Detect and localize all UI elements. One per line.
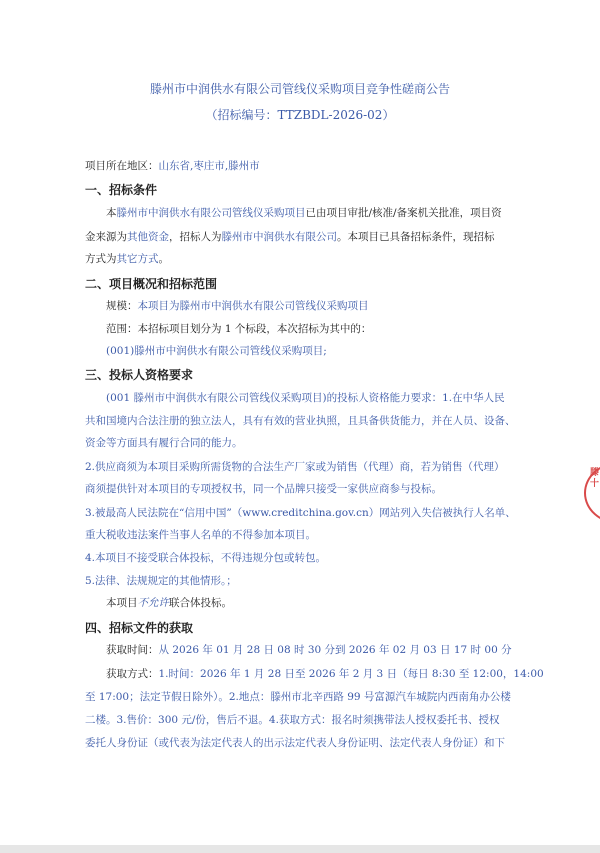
section-heading-4: 四、招标文件的获取 xyxy=(85,621,194,635)
bid-number: （招标编号：TTZBDL-2026-02） xyxy=(205,108,395,122)
acquire-method-line-4: 委托人身份证（或代表为法定代表人的出示法定代表人身份证明、法定代表人身份证）和下 xyxy=(85,737,505,749)
acquire-method-line-2: 至 17:00；法定节假日除外）。2.地点：滕州市北辛西路 99 号富源汽车城院内西南角办公楼 xyxy=(85,691,511,703)
qual-line-3: 资金等方面具有履行合同的能力。 xyxy=(85,437,243,449)
section-heading-2: 二、项目概况和招标范围 xyxy=(85,277,218,291)
text: ，招标人为 xyxy=(169,231,222,243)
text: 本 xyxy=(106,207,117,219)
project-name: 滕州市中润供水有限公司管线仪采购项目 xyxy=(116,207,306,219)
bid-method: 其它方式 xyxy=(116,253,159,265)
acquire-time-line xyxy=(106,643,512,657)
text: 已由项目审批/核准/备案机关批准，项目资 xyxy=(305,207,502,219)
qual-line-9: 5.法律、法规规定的其他情形。； xyxy=(85,575,237,587)
document-title: 滕州市中润供水有限公司管线仪采购项目竞争性磋商公告 xyxy=(149,82,450,96)
section1-line-2 xyxy=(85,230,495,244)
scale-value: 本项目为滕州市中润供水有限公司管线仪采购项目 xyxy=(137,300,369,312)
seal-text: 滕十 xyxy=(590,468,600,489)
section1-line-1 xyxy=(106,206,502,220)
qual-line-6: 3.被最高人民法院在“信用中国”（www.creditchina.gov.cn）网站列入失信被执行人名单、 xyxy=(85,507,516,519)
acquire-method-line-3: 二楼。3.售价：300 元/份，售后不退。4.获取方式：报名时须携带法人授权委托书、授权 xyxy=(85,714,500,726)
text: 联合体投标。 xyxy=(169,597,232,609)
acquire-method-line-1 xyxy=(106,667,544,681)
qual-line-5: 商须提供针对本项目的专项授权书，同一个品牌只接受一家供应商参与投标。 xyxy=(85,483,442,495)
consortium-line xyxy=(106,596,232,610)
location-label: 项目所在地区： xyxy=(85,160,159,172)
red-seal-stamp xyxy=(578,462,600,524)
scope-line: 范围：本招标项目划分为 1 个标段，本次招标为其中的： xyxy=(106,323,372,335)
qual-line-4: 2.供应商须为本项目采购所需货物的合法生产厂家或为销售（代理）商，若为销售（代理） xyxy=(85,461,505,473)
lot-line: (001)滕州市中润供水有限公司管线仪采购项目; xyxy=(106,345,327,357)
text: 金来源为 xyxy=(85,231,127,243)
qual-line-7: 重大税收违法案件当事人名单的不得参加本项目。 xyxy=(85,529,316,541)
section-heading-1: 一、招标条件 xyxy=(85,183,158,197)
location-value: 山东省,枣庄市,滕州市 xyxy=(158,160,260,172)
qual-line-8: 4.本项目不接受联合体投标，不得违规分包或转包。 xyxy=(85,552,327,564)
time-value: 从 2026 年 01 月 28 日 08 时 30 分到 2026 年 02 月 03 日 17 时 00 分 xyxy=(158,644,512,656)
text: 方式为 xyxy=(85,253,117,265)
time-label: 获取时间： xyxy=(106,644,159,656)
text: 。 xyxy=(158,253,169,265)
consortium-flag: 不允许 xyxy=(137,597,169,609)
method-label: 获取方式： xyxy=(106,668,159,680)
section-heading-3: 三、投标人资格要求 xyxy=(85,368,194,382)
text: 。本项目已具备招标条件，现招标 xyxy=(337,231,495,243)
fund-source: 其他资金 xyxy=(127,231,169,243)
text: 本项目 xyxy=(106,597,138,609)
qual-line-1: (001 滕州市中润供水有限公司管线仪采购项目)的投标人资格能力要求：1.在中华人民 xyxy=(106,392,505,404)
page-bottom-edge xyxy=(0,845,600,853)
section1-line-3 xyxy=(85,252,169,266)
qual-line-2: 共和国境内合法注册的独立法人，具有有效的营业执照，且具备供货能力，并在人员、设备、 xyxy=(85,415,516,427)
owner-name: 滕州市中润供水有限公司 xyxy=(221,231,337,243)
scale-line xyxy=(106,299,369,313)
method-text: 1.时间：2026 年 1 月 28 日至 2026 年 2 月 3 日（每日 8:30 至 12:00，14:00 xyxy=(158,668,544,680)
project-location xyxy=(85,159,260,173)
scale-label: 规模： xyxy=(106,300,138,312)
